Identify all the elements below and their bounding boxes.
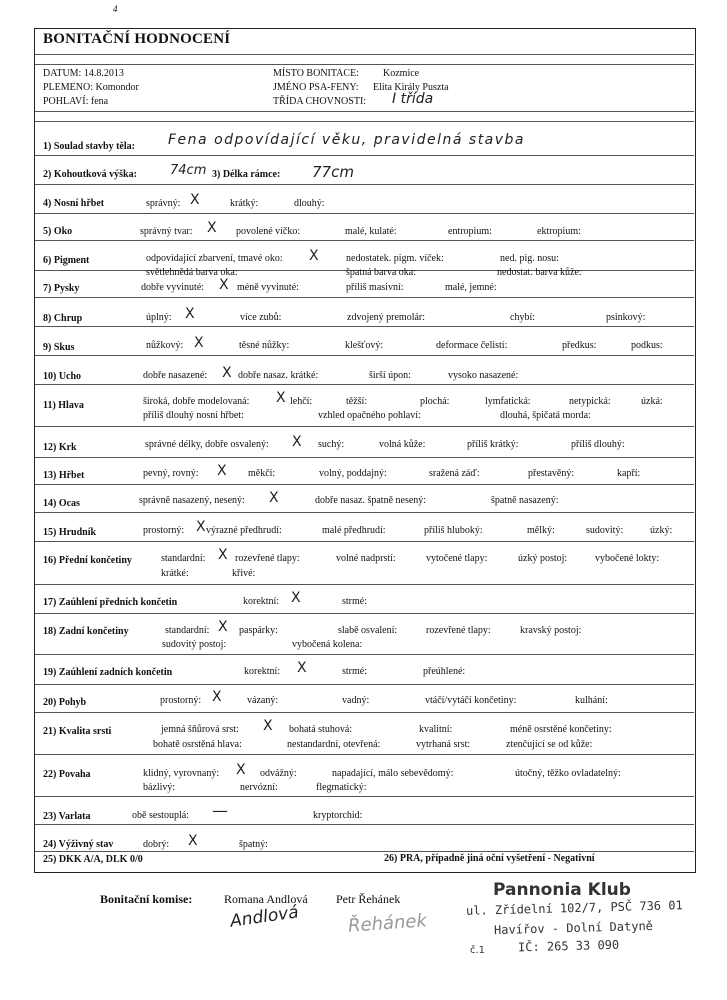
row4-option: správný: [146, 198, 181, 209]
row11-option: dlouhá, špičatá morda: [500, 410, 591, 421]
row10-option: dobře nasazené: [143, 370, 208, 381]
row7-option: příliš masivní: [346, 282, 404, 293]
club-stamp-city: Havířov - Dolní Datyně [493, 918, 654, 938]
row13-label: 13) Hřbet [43, 470, 85, 481]
row26-label: 26) PRA, případně jiná oční vyšetření - Negativní [384, 853, 595, 864]
trida-label: TŘÍDA CHOVNOSTI: [273, 96, 367, 107]
row9-option: deformace čelistí: [436, 340, 508, 351]
row22-option: odvážný: [260, 768, 297, 779]
row10-option: širší úpon: [369, 370, 411, 381]
check-mark: X [269, 490, 279, 506]
row9-option: těsné nůžky: [239, 340, 290, 351]
row19-option: strmé: [342, 666, 367, 677]
check-mark: X [292, 434, 302, 450]
rule [35, 384, 694, 385]
jmeno-value: Elita Király Puszta [373, 82, 449, 93]
row12-option: správné délky, dobře osvalený: [145, 439, 269, 450]
delka-handwritten: 77cm [312, 163, 354, 181]
row24-option: dobrý: [143, 839, 170, 850]
row17-label: 17) Zaúhlení předních končetin [43, 597, 178, 608]
row15-option: prostorný: [143, 525, 185, 536]
row18-option: standardní: [165, 625, 210, 636]
rule [35, 326, 694, 327]
check-mark: X [263, 718, 273, 734]
rule [35, 64, 694, 65]
jmeno-label: JMÉNO PSA-FENY: [273, 82, 359, 93]
row4-option: krátký: [230, 198, 259, 209]
row23-label: 23) Varlata [43, 811, 91, 822]
check-mark: X [297, 660, 307, 676]
row5-option: správný tvar: [140, 226, 193, 237]
row12-option: příliš krátký: [467, 439, 519, 450]
row15-option: mělký: [527, 525, 555, 536]
row6-option: světlehnědá barva oka: [146, 267, 238, 278]
rule [35, 426, 694, 427]
rule [35, 54, 694, 55]
row21-option: nestandardní, otevřená: [287, 739, 381, 750]
misto-label: MÍSTO BONITACE: [273, 68, 359, 79]
row18-option: sudovitý postoj: [162, 639, 227, 650]
row5-option: entropium: [448, 226, 492, 237]
row10-option: dobře nasaz. krátké: [238, 370, 319, 381]
rule [35, 541, 694, 542]
row11-option: úzká: [641, 396, 663, 407]
row16-option: volné nadprstí: [336, 553, 396, 564]
check-mark: X [217, 463, 227, 479]
row9-option: klešťový: [345, 340, 384, 351]
club-stamp-name: Pannonia Klub [493, 880, 631, 900]
row6-option: nedostatek. pigm. víček: [346, 253, 444, 264]
row9-option: nůžkový: [146, 340, 184, 351]
row16-option: rozevřené tlapy: [235, 553, 300, 564]
plemeno: PLEMENO: Komondor [43, 82, 139, 93]
row5-option: povolené víčko: [236, 226, 301, 237]
rule [35, 584, 694, 585]
check-mark: X [219, 277, 229, 293]
row13-option: kapří: [617, 468, 641, 479]
row22-option: flegmatický: [316, 782, 367, 793]
row3-label: 3) Délka rámce: [212, 169, 281, 180]
row19-option: korektní: [244, 666, 281, 677]
rule [35, 121, 694, 122]
rule [35, 512, 694, 513]
rule [35, 484, 694, 485]
row12-option: suchý: [318, 439, 345, 450]
row4-option: dlouhý: [294, 198, 325, 209]
row15-option: sudovitý: [586, 525, 624, 536]
row7-label: 7) Pysky [43, 283, 80, 294]
row5-option: malé, kulaté: [345, 226, 397, 237]
komise-member1: Romana Andlová [224, 892, 308, 906]
row8-option: psinkový: [606, 312, 646, 323]
rule [35, 213, 694, 214]
row17-option: korektní: [243, 596, 280, 607]
row16-option: úzký postoj: [518, 553, 568, 564]
rule [35, 111, 694, 112]
row4-label: 4) Nosní hřbet [43, 198, 105, 209]
row9-label: 9) Skus [43, 342, 75, 353]
row13-option: měkčí: [248, 468, 276, 479]
row11-option: vzhled opačného pohlaví: [318, 410, 421, 421]
row15-option: výrazné předhrudí: [206, 525, 282, 536]
row24-label: 24) Výživný stav [43, 839, 114, 850]
row12-option: volná kůže: [379, 439, 426, 450]
row21-option: méně osrstěné končetiny: [510, 724, 612, 735]
row11-option: lehčí: [290, 396, 313, 407]
rule [35, 654, 694, 655]
row20-label: 20) Pohyb [43, 697, 87, 708]
row20-option: prostorný: [160, 695, 202, 706]
row22-option: útočný, těžko ovladatelný: [515, 768, 621, 779]
row14-option: špatně nasazený: [491, 495, 559, 506]
rule [35, 297, 694, 298]
row5-option: ektropium: [537, 226, 581, 237]
club-stamp-address: ul. Zřídelní 102/7, PSČ 736 01 [465, 898, 683, 918]
row14-label: 14) Ocas [43, 498, 80, 509]
row13-option: přestavěný: [528, 468, 575, 479]
rule [35, 155, 694, 156]
row18-label: 18) Zadní končetiny [43, 626, 129, 637]
row11-option: plochá: [420, 396, 450, 407]
check-mark: X [276, 390, 286, 406]
row11-option: netypická: [569, 396, 611, 407]
signature-andlova: Andlová [228, 902, 300, 932]
datum: DATUM: 14.8.2013 [43, 68, 124, 79]
row21-option: bohatá stuhová: [289, 724, 353, 735]
row17-option: strmé: [342, 596, 367, 607]
check-mark: X [188, 833, 198, 849]
row13-option: pevný, rovný: [143, 468, 199, 479]
row6-option: odpovídající zbarvení, tmavé oko: [146, 253, 283, 264]
row16-option: vybočené lokty: [595, 553, 660, 564]
check-mark: X [291, 590, 301, 606]
row21-option: ztenčující se od kůže: [506, 739, 593, 750]
row20-option: kulhání: [575, 695, 608, 706]
rule [35, 824, 694, 825]
row16-label: 16) Přední končetiny [43, 555, 132, 566]
row8-option: chybí: [510, 312, 535, 323]
rule [35, 355, 694, 356]
check-mark: X [185, 306, 195, 322]
row15-option: malé předhrudí: [322, 525, 386, 536]
row21-option: jemná šňůrová srst: [161, 724, 239, 735]
row22-option: napadající, málo sebevědomý: [332, 768, 454, 779]
rule [35, 184, 694, 185]
row12-option: příliš dlouhý: [571, 439, 625, 450]
trida-handwritten: I třída [392, 91, 434, 107]
corner-mark: 4 [113, 4, 118, 14]
row8-option: zdvojený premolár: [347, 312, 426, 323]
row21-label: 21) Kvalita srsti [43, 726, 112, 737]
row11-option: široká, dobře modelovaná: [143, 396, 250, 407]
club-stamp-ico: IČ: 265 33 090 [517, 937, 620, 955]
row8-option: úplný: [146, 312, 172, 323]
row20-option: vadný: [342, 695, 370, 706]
row19-label: 19) Zaúhlení zadních končetin [43, 667, 173, 678]
soulad-handwritten: Fena odpovídající věku, pravidelná stavba [168, 132, 526, 148]
row19-option: přeúhlené: [423, 666, 466, 677]
row18-option: paspárky: [239, 625, 278, 636]
rule [35, 712, 694, 713]
row18-option: slabě osvalení: [338, 625, 398, 636]
rule [35, 754, 694, 755]
row6-option: nedostat. barva kůže: [497, 267, 582, 278]
row23-option: obě sestouplá: [132, 810, 189, 821]
row14-option: správně nasazený, nesený: [139, 495, 245, 506]
row25-label: 25) DKK A/A, DLK 0/0 [43, 854, 143, 865]
row21-option: kvalitní: [419, 724, 453, 735]
misto-value: Kozmice [383, 68, 420, 79]
row12-label: 12) Krk [43, 442, 77, 453]
row16-option: krátké: [161, 568, 189, 579]
vyska-handwritten: 74cm [170, 163, 207, 178]
row22-option: bázlivý: [143, 782, 176, 793]
row23-option: kryptorchid: [313, 810, 363, 821]
rule [35, 684, 694, 685]
row20-option: vázaný: [247, 695, 279, 706]
signature-rehanek: Řehánek [347, 910, 428, 937]
row13-option: volný, poddajný: [319, 468, 387, 479]
check-mark: X [207, 220, 217, 236]
row13-option: sražená záď: [429, 468, 480, 479]
row6-option: ned. pig. nosu: [500, 253, 559, 264]
row24-option: špatný: [239, 839, 268, 850]
check-mark: X [194, 335, 204, 351]
row20-option: vtáčí/vytáčí končetiny: [425, 695, 517, 706]
row9-option: předkus: [562, 340, 597, 351]
row22-label: 22) Povaha [43, 769, 91, 780]
rule [35, 851, 694, 852]
row16-option: standardní: [161, 553, 206, 564]
row1-label: 1) Soulad stavby těla: [43, 141, 135, 152]
row6-label: 6) Pigment [43, 255, 90, 266]
row7-option: méně vyvinuté: [237, 282, 299, 293]
row15-label: 15) Hrudník [43, 527, 97, 538]
row2-label: 2) Kohoutková výška: [43, 169, 137, 180]
rule [35, 796, 694, 797]
rule [35, 457, 694, 458]
row22-option: klidný, vyrovnaný: [143, 768, 220, 779]
row18-option: rozevřené tlapy: [426, 625, 491, 636]
row7-option: dobře vyvinuté: [141, 282, 205, 293]
row11-option: těžší: [346, 396, 368, 407]
rule [35, 613, 694, 614]
row5-label: 5) Oko [43, 226, 73, 237]
row8-option: více zubů: [240, 312, 282, 323]
check-mark: X [236, 762, 246, 778]
row14-option: dobře nasaz. špatně nesený: [315, 495, 427, 506]
row6-option: špatná barva oka: [346, 267, 416, 278]
row21-option: bohatě osrstěná hlava: [153, 739, 242, 750]
row22-option: nervózní: [240, 782, 278, 793]
row7-option: malé, jemné: [445, 282, 497, 293]
check-mark: X [212, 689, 222, 705]
row9-option: podkus: [631, 340, 663, 351]
check-mark: X [196, 519, 206, 535]
form-title: BONITAČNÍ HODNOCENÍ [43, 31, 231, 47]
check-mark: X [218, 547, 228, 563]
row10-option: vysoko nasazené: [448, 370, 519, 381]
row11-label: 11) Hlava [43, 400, 84, 411]
rule [35, 240, 694, 241]
check-mark: X [309, 248, 319, 264]
row15-option: úzký: [650, 525, 673, 536]
row8-label: 8) Chrup [43, 313, 83, 324]
row18-option: kravský postoj: [520, 625, 582, 636]
pohlavi: POHLAVÍ: fena [43, 96, 109, 107]
check-mark: X [218, 619, 228, 635]
row11-option: příliš dlouhý nosní hřbet: [143, 410, 244, 421]
komise-label: Bonitační komise: [100, 892, 193, 906]
row16-option: křivé: [232, 568, 256, 579]
row11-option: lymfatická: [485, 396, 531, 407]
row10-label: 10) Ucho [43, 371, 82, 382]
dash-mark: — [212, 801, 228, 820]
check-mark: X [190, 192, 200, 208]
row21-option: vytrhaná srst: [416, 739, 471, 750]
row15-option: příliš hluboký: [424, 525, 483, 536]
club-stamp-cj: č.1 [470, 945, 486, 956]
row18-option: vybočená kolena: [292, 639, 363, 650]
row16-option: vytočené tlapy: [426, 553, 488, 564]
komise-member2: Petr Řehánek [336, 892, 401, 906]
check-mark: X [222, 365, 232, 381]
